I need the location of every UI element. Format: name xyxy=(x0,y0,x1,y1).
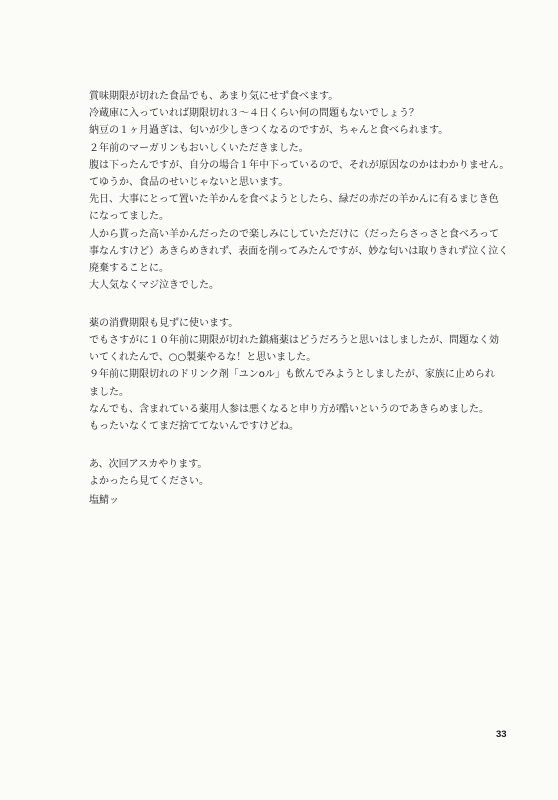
text-line: 薬の消費期限も見ずに使います。 xyxy=(89,317,239,329)
text-line: 人から貰った高い羊かんだったので楽しみにしていただけに（だったらさっさと食べろって xyxy=(89,228,499,240)
paragraph-next-time xyxy=(89,456,489,490)
text-line: よかったら見てください。 xyxy=(89,475,209,487)
text-line: 大人気なくマジ泣きでした。 xyxy=(89,280,219,292)
text-line: ９年前に期限切れのドリンク剤「ユンoル」も飲んでみようとしましたが、家族に止められ xyxy=(89,369,495,381)
text-line: てゆうか、食品のせいじゃないと思います。 xyxy=(89,176,289,188)
paragraph-expired-food xyxy=(89,88,510,294)
text-line: ２年前のマーガリンもおいしくいただきました。 xyxy=(89,142,309,154)
text-line: 冷蔵庫に入っていれば期限切れ３〜４日くらい何の問題もないでしょう？ xyxy=(89,108,419,120)
text-line: 事なんすけど）あきらめきれず、表面を削ってみたんですが、妙な匂いは取りきれず泣く泣く xyxy=(89,245,509,257)
text-line: になってました。 xyxy=(89,211,169,223)
text-line: でもさすがに１０年前に期限が切れた鎮痛薬はどうだろうと思いはしましたが、問題なく効 xyxy=(89,335,499,347)
text-line: 廃棄することに。 xyxy=(89,262,169,274)
text-line: 腹は下ったんですが、自分の場合１年中下っているので、それが原因なのかはわかりません。 xyxy=(89,159,510,171)
text-line: もったいなくてまだ捨ててないんですけどね。 xyxy=(89,420,299,432)
author-signature xyxy=(89,488,119,509)
text-line: なんでも、含まれている薬用人参は悪くなると申り方が酷いというのであきらめました。 xyxy=(89,403,489,415)
text-line: あ、次回アスカやります。 xyxy=(89,458,208,470)
text-line: いてくれたんで、○○製薬やるな！と思いました。 xyxy=(89,352,317,364)
text-line: 先日、大事にとって置いた羊かんを食べようとしたら、緑だの赤だの羊かんに有るまじき色 xyxy=(89,194,499,206)
paragraph-expired-medicine xyxy=(89,315,499,435)
afterword-text xyxy=(89,88,510,511)
author-name: 塩鯖ッ xyxy=(89,495,119,506)
page-number: 33 xyxy=(496,729,507,740)
text-line: 納豆の１ヶ月過ぎは、匂いが少しきつくなるのですが、ちゃんと食べられます。 xyxy=(89,125,449,137)
text-line: ました。 xyxy=(89,386,129,398)
text-line: 賞味期限が切れた食品でも、あまり気にせず食べます。 xyxy=(89,91,339,102)
